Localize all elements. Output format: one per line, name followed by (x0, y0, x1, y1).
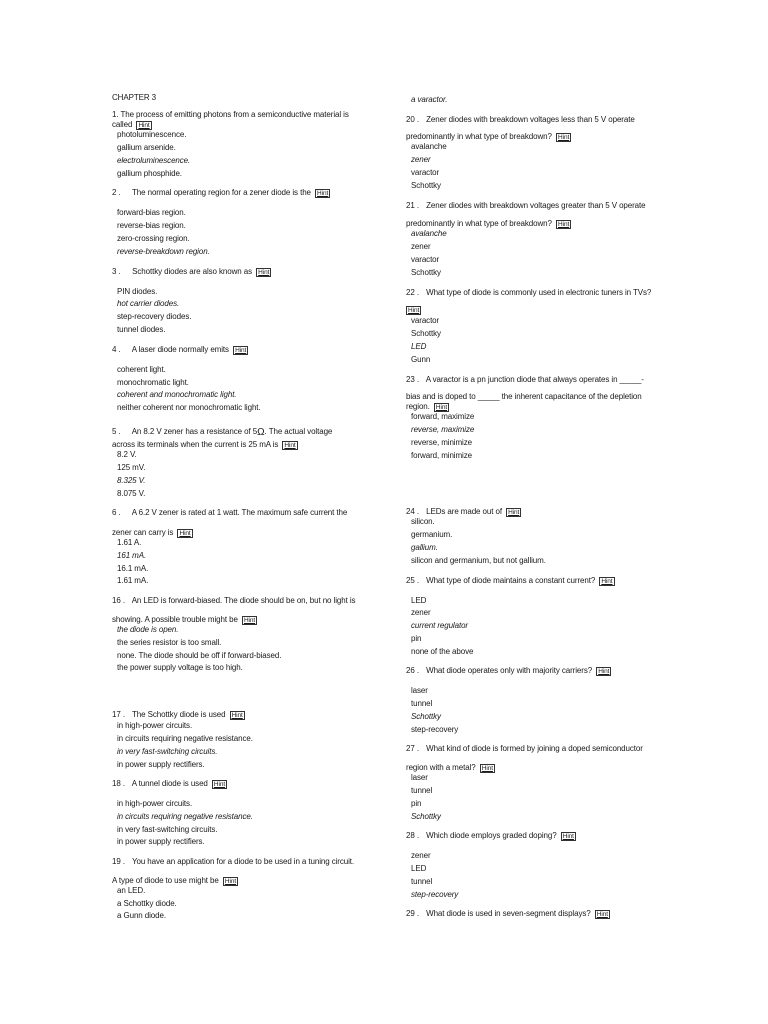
q29-stem: 29 . What diode is used in seven-segment displays? Hint (406, 909, 608, 918)
q17-option-b[interactable]: in circuits requiring negative resistance. (117, 734, 253, 743)
q1-stem-line2: called Hint (112, 120, 150, 129)
hint-link[interactable]: Hint (213, 781, 226, 788)
q2-option-d[interactable]: reverse-breakdown region. (117, 247, 210, 256)
q20-stem-line2: predominantly in what type of breakdown? Hint (406, 132, 570, 141)
q24-option-a[interactable]: silicon. (411, 517, 435, 526)
q24-option-c[interactable]: gallium. (411, 543, 438, 552)
q3-option-c[interactable]: step-recovery diodes. (117, 312, 192, 321)
q28-option-b[interactable]: LED (411, 864, 427, 873)
q20-stem: 20 . Zener diodes with breakdown voltages less than 5 V operate (406, 115, 635, 124)
hint-link[interactable]: Hint (258, 269, 270, 276)
hint-link[interactable]: Hint (562, 833, 574, 840)
hint-link[interactable]: Hint (231, 712, 243, 719)
q17-option-c[interactable]: in very fast-switching circuits. (117, 747, 218, 756)
q3-stem: 3 . Schottky diodes are also known as Hint (112, 267, 270, 276)
hint-link[interactable]: Hint (235, 347, 247, 354)
q16-stem: 16 . An LED is forward-biased. The diode should be on, but no light is (112, 596, 356, 605)
q17-option-a[interactable]: in high-power circuits. (117, 721, 193, 730)
q21-option-b[interactable]: zener (411, 242, 431, 251)
q16-option-b[interactable]: the series resistor is too small. (117, 638, 222, 647)
q22-stem: 22 . What type of diode is commonly used in electronic tuners in TVs? (406, 288, 652, 297)
hint-link[interactable]: Hint (284, 442, 296, 449)
q17-option-d[interactable]: in power supply rectifiers. (117, 760, 205, 769)
q19-option-b[interactable]: a Schottky diode. (117, 899, 177, 908)
hint-link[interactable]: Hint (596, 911, 608, 918)
q2-option-b[interactable]: reverse-bias region. (117, 221, 186, 230)
q28-option-a[interactable]: zener (411, 851, 431, 860)
q26-option-b[interactable]: tunnel (411, 699, 433, 708)
q3-option-b[interactable]: hot carrier diodes. (117, 299, 180, 308)
q21-option-a[interactable]: avalanche (411, 229, 447, 238)
q5-option-d[interactable]: 8.075 V. (117, 489, 146, 498)
q1-option-b[interactable]: gallium arsenide. (117, 143, 176, 152)
q2-stem: 2 . The normal operating region for a zener diode is the Hint (112, 188, 329, 197)
hint-link[interactable]: Hint (138, 122, 150, 129)
q25-option-c[interactable]: current regulator (411, 621, 468, 630)
q22-option-b[interactable]: Schottky (411, 329, 441, 338)
q2-option-c[interactable]: zero-crossing region. (117, 234, 190, 243)
q5-stem-line2: across its terminals when the current is 25 mA is Hint (112, 440, 296, 449)
q16-stem-line2: showing. A possible trouble might be Hint (112, 615, 256, 624)
q22-option-d[interactable]: Gunn (411, 355, 431, 364)
q23-stem: 23 . A varactor is a pn junction diode that always operates in _____- (406, 375, 644, 384)
q22-hint-line (406, 305, 421, 315)
q18-option-b[interactable]: in circuits requiring negative resistance. (117, 812, 253, 821)
omega-symbol: Ω (257, 427, 265, 438)
q21-stem-line2: predominantly in what type of breakdown? Hint (406, 219, 570, 228)
right-column (406, 0, 666, 1024)
q24-option-d[interactable]: silicon and germanium, but not gallium. (411, 556, 546, 565)
q24-option-b[interactable]: germanium. (411, 530, 453, 539)
q19-stem-line2: A type of diode to use might be Hint (112, 876, 237, 885)
q5-option-c[interactable]: 8.325 V. (117, 476, 146, 485)
q20-option-b[interactable]: zener (411, 155, 431, 164)
q23-option-c[interactable]: reverse, minimize (411, 438, 472, 447)
hint-link[interactable]: Hint (481, 765, 493, 772)
q20-option-c[interactable]: varactor (411, 168, 440, 177)
q26-option-a[interactable]: laser (411, 686, 428, 695)
hint-link[interactable]: Hint (243, 617, 256, 624)
q18-option-a[interactable]: in high-power circuits. (117, 799, 193, 808)
q4-option-d[interactable]: neither coherent nor monochromatic light. (117, 403, 261, 412)
q17-stem: 17 . The Schottky diode is used Hint (112, 710, 243, 719)
left-column (112, 0, 384, 1024)
q28-option-d[interactable]: step-recovery (411, 890, 459, 899)
q28-stem: 28 . Which diode employs graded doping? Hint (406, 831, 574, 840)
q23-option-a[interactable]: forward, maximize (411, 412, 475, 421)
hint-link[interactable]: Hint (408, 307, 420, 314)
hint-link[interactable]: Hint (224, 878, 237, 885)
q25-stem: 25 . What type of diode maintains a constant current? Hint (406, 576, 613, 585)
q22-option-a[interactable]: varactor (411, 316, 440, 325)
q19-option-c[interactable]: a Gunn diode. (117, 911, 166, 920)
q18-stem: 18 . A tunnel diode is used Hint (112, 779, 226, 788)
q25-option-d[interactable]: pin (411, 634, 422, 643)
q23-stem-line2: bias and is doped to _____ the inherent capacitance of the depletion (406, 392, 642, 401)
hint-link[interactable]: Hint (558, 221, 570, 228)
q23-option-b[interactable]: reverse, maximize (411, 425, 475, 434)
q27-stem: 27 . What kind of diode is formed by joining a doped semiconductor (406, 744, 643, 753)
q23-stem-line3: region. Hint (406, 402, 448, 411)
q16-option-c[interactable]: none. The diode should be off if forward-biased. (117, 651, 282, 660)
q6-stem-line2: zener can carry is Hint (112, 528, 191, 537)
q6-option-d[interactable]: 1.61 mA. (117, 576, 149, 585)
q5-option-b[interactable]: 125 mV. (117, 463, 146, 472)
q3-option-d[interactable]: tunnel diodes. (117, 325, 166, 334)
hint-link[interactable]: Hint (558, 134, 570, 141)
q21-option-d[interactable]: Schottky (411, 268, 441, 277)
hint-link[interactable]: Hint (601, 578, 613, 585)
chapter-heading: CHAPTER 3 (112, 93, 156, 102)
q25-option-a[interactable]: LED (411, 596, 427, 605)
q1-option-d[interactable]: gallium phosphide. (117, 169, 182, 178)
q25-option-e[interactable]: none of the above (411, 647, 474, 656)
q6-option-c[interactable]: 16.1 mA. (117, 564, 149, 573)
q20-option-a[interactable]: avalanche (411, 142, 447, 151)
q27-option-d[interactable]: Schottky (411, 812, 441, 821)
q27-option-b[interactable]: tunnel (411, 786, 433, 795)
q20-option-d[interactable]: Schottky (411, 181, 441, 190)
q2-option-a[interactable]: forward-bias region. (117, 208, 186, 217)
q16-option-d[interactable]: the power supply voltage is too high. (117, 663, 243, 672)
q21-option-c[interactable]: varactor (411, 255, 440, 264)
q5-option-a[interactable]: 8.2 V. (117, 450, 137, 459)
q5-stem: 5 . An 8.2 V zener has a resistance of 5Ω. The actual voltage (112, 427, 333, 438)
q18-option-d[interactable]: in power supply rectifiers. (117, 837, 205, 846)
q27-option-c[interactable]: pin (411, 799, 422, 808)
q19-option-a[interactable]: an LED. (117, 886, 146, 895)
q4-option-a[interactable]: coherent light. (117, 365, 166, 374)
q19-stem: 19 . You have an application for a diode to be used in a tuning circuit. (112, 857, 355, 866)
q1-stem: 1. The process of emitting photons from a semiconductive material is (112, 110, 349, 119)
q1-option-a[interactable]: photoluminescence. (117, 130, 187, 139)
q27-stem-line2: region with a metal? Hint (406, 763, 493, 772)
q19-option-d[interactable]: a varactor. (411, 95, 448, 104)
q26-option-c[interactable]: Schottky (411, 712, 441, 721)
q27-option-a[interactable]: laser (411, 773, 428, 782)
q16-option-a[interactable]: the diode is open. (117, 625, 179, 634)
q3-option-a[interactable]: PIN diodes. (117, 287, 158, 296)
hint-link[interactable]: Hint (317, 190, 329, 197)
q4-option-c[interactable]: coherent and monochromatic light. (117, 390, 237, 399)
q26-option-d[interactable]: step-recovery (411, 725, 459, 734)
q4-stem: 4 . A laser diode normally emits Hint (112, 345, 247, 354)
q28-option-c[interactable]: tunnel (411, 877, 433, 886)
q6-option-b[interactable]: 161 mA. (117, 551, 147, 560)
q4-option-b[interactable]: monochromatic light. (117, 378, 189, 387)
q22-option-c[interactable]: LED (411, 342, 427, 351)
q6-option-a[interactable]: 1.61 A. (117, 538, 142, 547)
q26-stem: 26 . What diode operates only with majority carriers? Hint (406, 666, 610, 675)
hint-link[interactable]: Hint (435, 404, 448, 411)
q18-option-c[interactable]: in very fast-switching circuits. (117, 825, 218, 834)
hint-link[interactable]: Hint (508, 509, 520, 516)
hint-link[interactable]: Hint (598, 668, 610, 675)
q6-stem: 6 . A 6.2 V zener is rated at 1 watt. The maximum safe current the (112, 508, 348, 517)
q24-stem: 24 . LEDs are made out of Hint (406, 507, 520, 516)
q25-option-b[interactable]: zener (411, 608, 431, 617)
q23-option-d[interactable]: forward, minimize (411, 451, 472, 460)
hint-link[interactable]: Hint (179, 530, 191, 537)
q21-stem: 21 . Zener diodes with breakdown voltages greater than 5 V operate (406, 201, 646, 210)
q1-option-c[interactable]: electroluminescence. (117, 156, 191, 165)
